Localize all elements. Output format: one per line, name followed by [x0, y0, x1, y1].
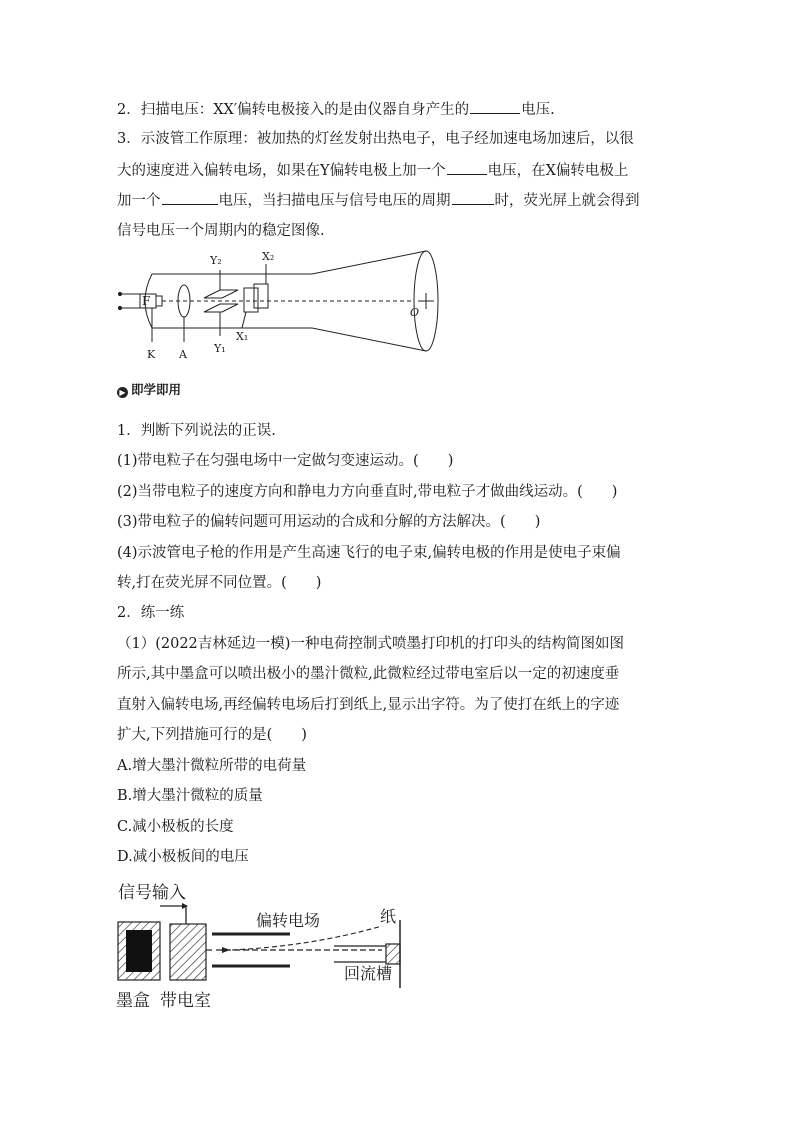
answer-blank[interactable]	[470, 99, 520, 114]
oscilloscope-tube-diagram	[112, 248, 452, 368]
label-x1: X₁	[236, 330, 249, 343]
label-f: F	[142, 294, 151, 308]
q1-title: 1．判断下列说法的正误.	[117, 423, 276, 439]
section-header	[117, 381, 181, 399]
q2-stem-2: 所示,其中墨盒可以喷出极小的墨汁微粒,此微粒经过带电室后以一定的初速度垂	[117, 666, 620, 682]
principle-line-2a: 大的速度进入偏转电场，如果在Y偏转电极上加一个	[117, 163, 446, 179]
label-a: A	[179, 348, 187, 361]
scan-voltage-after: 电压.	[521, 102, 555, 118]
option-c[interactable]: C.减小极板的长度	[117, 819, 234, 835]
label-charging-chamber: 带电室	[160, 991, 211, 1011]
principle-line-2b: 电压，在X偏转电极上	[487, 163, 629, 179]
section-title: 即学即用	[131, 382, 182, 397]
label-y2: Y₂	[210, 254, 222, 267]
q1-statement-2: (2)当带电粒子的速度方向和静电力方向垂直时,带电粒子才做曲线运动。( )	[117, 484, 618, 500]
play-icon: ▶	[117, 387, 128, 398]
label-signal-input: 信号输入	[118, 883, 186, 903]
principle-line-2	[117, 160, 628, 181]
answer-blank[interactable]	[447, 160, 487, 175]
principle-line-3a: 加一个	[117, 193, 161, 209]
scan-voltage-paragraph	[117, 99, 555, 120]
q2-title: 2．练一练	[117, 605, 185, 621]
answer-blank[interactable]	[162, 190, 218, 205]
label-y1: Y₁	[214, 342, 226, 355]
q1-statement-1: (1)带电粒子在匀强电场中一定做匀变速运动。( )	[117, 453, 454, 469]
q2-stem-4: 扩大,下列措施可行的是( )	[117, 727, 307, 743]
option-a[interactable]: A.增大墨汁微粒所带的电荷量	[117, 758, 307, 774]
label-k: K	[147, 348, 156, 361]
label-deflection-field: 偏转电场	[256, 911, 321, 930]
scan-voltage-text: 2．扫描电压：XX′偏转电极接入的是由仪器自身产生的	[117, 102, 470, 118]
q1-statement-4a: (4)示波管电子枪的作用是产生高速飞行的电子束,偏转电极的作用是使电子束偏	[117, 545, 621, 561]
principle-line-3c: 时，荧光屏上就会得到	[494, 193, 640, 209]
label-return-gutter: 回流槽	[344, 964, 393, 983]
label-ink-box: 墨盒	[116, 991, 150, 1011]
principle-line-3	[117, 190, 640, 211]
q1-statement-3: (3)带电粒子的偏转问题可用运动的合成和分解的方法解决。( )	[117, 514, 541, 530]
principle-line-1: 3．示波管工作原理：被加热的灯丝发射出热电子，电子经加速电场加速后，以很	[117, 131, 634, 147]
option-d[interactable]: D.减小极板间的电压	[117, 849, 249, 865]
label-paper: 纸	[380, 907, 397, 926]
label-o: O	[410, 306, 420, 319]
inkjet-printer-diagram	[112, 874, 412, 1014]
q2-stem-3: 直射入偏转电场,再经偏转电场后打到纸上,显示出字符。为了使打在纸上的字迹	[117, 697, 620, 713]
label-x2: X₂	[262, 250, 275, 263]
q1-statement-4b: 转,打在荧光屏不同位置。( )	[117, 575, 322, 591]
q2-stem-1: （1）(2022吉林延边一模)一种电荷控制式喷墨打印机的打印头的结构简图如图	[117, 636, 624, 652]
option-b[interactable]: B.增大墨汁微粒的质量	[117, 788, 263, 804]
answer-blank[interactable]	[452, 190, 494, 205]
principle-line-4: 信号电压一个周期内的稳定图像.	[117, 223, 325, 239]
principle-line-3b: 电压，当扫描电压与信号电压的周期	[218, 193, 451, 209]
